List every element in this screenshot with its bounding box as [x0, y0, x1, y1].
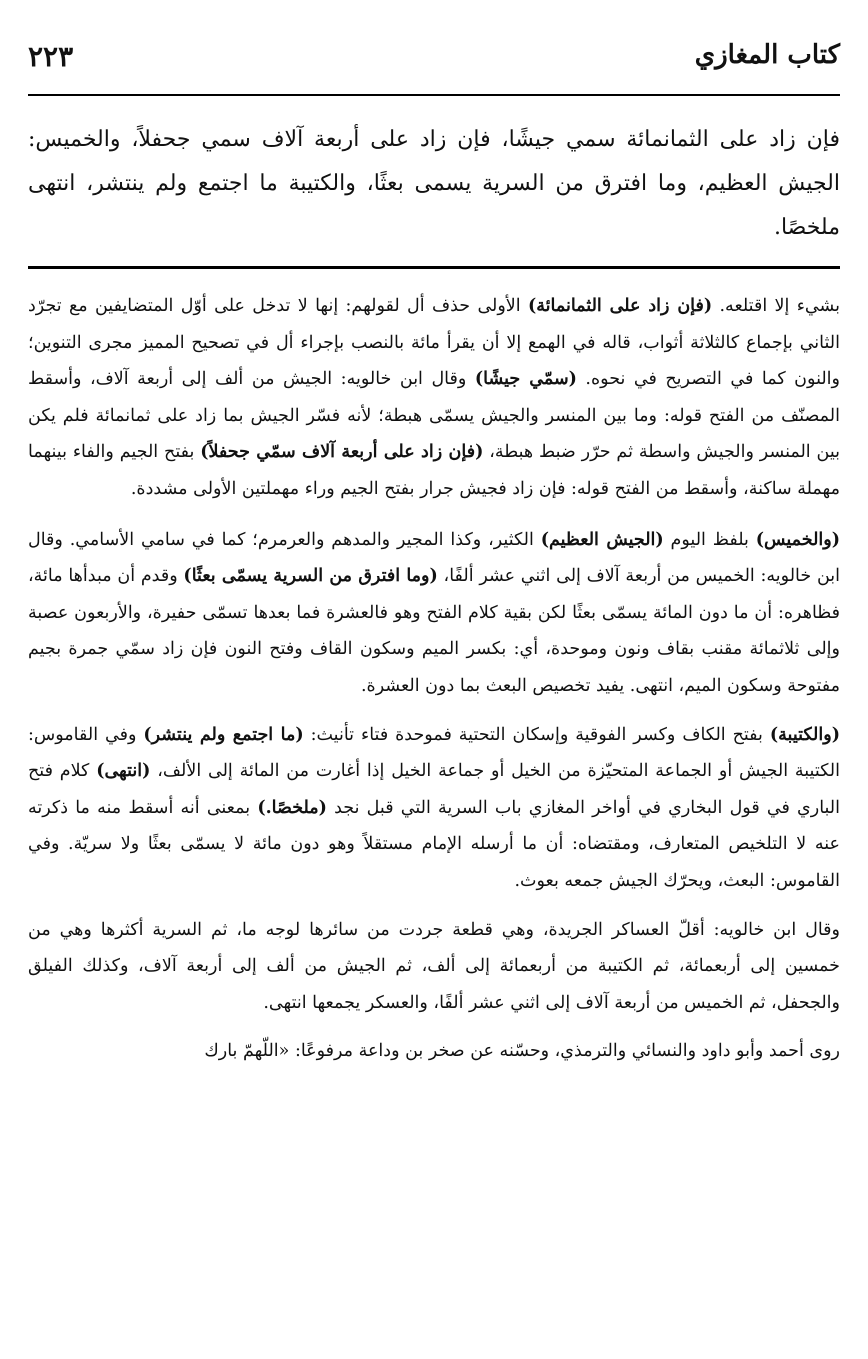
quoted-phrase: (فإن زاد على أربعة آلاف سمّي جحفلاً) [200, 442, 484, 463]
commentary-text: بشيء إلا اقتلعه. [712, 296, 841, 316]
quoted-phrase: (انتهى) [96, 761, 151, 782]
quoted-phrase: (وما افترق من السرية يسمّى بعثًا) [183, 566, 438, 587]
commentary-text: الكثير، وكذا المجير والمدهم والعرمرم؛ كما في سامي الأسامي. وقال ابن خالويه: الخميس من أربعة آلاف إلى اثني عشر ألفًا، [28, 529, 841, 587]
commentary-paragraph [28, 522, 840, 705]
commentary-text: وقال ابن خالويه: الجيش من ألف إلى أربعة آلاف، وأسقط المصنّف من الفتح قوله: وما بين المنسر والجيش يسمّى هبطة؛ لأنه فسّر الجيش بما زاد على ثمانمائة فلم يكن بين المنسر والجيش واسطة ثم حرّر ضبط هبطة، [28, 369, 840, 463]
commentary-paragraph [28, 717, 840, 900]
quoted-phrase: (والكتيبة) [769, 724, 840, 745]
quoted-phrase: (ملخصًا.) [257, 797, 327, 818]
commentary-paragraph [28, 288, 840, 508]
header-divider [28, 94, 840, 96]
commentary-text: وفي القاموس: الكتيبة الجيش أو الجماعة المتحيّزة من الخيل أو جماعة الخيل إذا أغارت من المائة إلى الألف، [28, 724, 840, 782]
commentary-block [28, 288, 840, 1082]
commentary-text: بفتح الجيم والفاء بينهما مهملة ساكنة، وأسقط من الفتح قوله: فإن زاد فجيش جرار بفتح الجيم وراء مهملتين الأولى مشددة. [28, 442, 840, 499]
commentary-text: كلام فتح الباري في قول البخاري في أواخر المغازي باب السرية التي قبل نجد [28, 761, 840, 818]
commentary-paragraph: روى أحمد وأبو داود والنسائي والترمذي، وحسّنه عن صخر بن وداعة مرفوعًا: «اللّهمّ بارك [204, 1041, 840, 1062]
page-header [28, 40, 840, 84]
main-text-block [28, 118, 840, 250]
commentary-text: بمعنى أنه أسقط منه ما ذكرته عنه لا التلخيص المتعارف، ومقتضاه: أن ما أرسله الإمام مستقلاً وهو دون مائة لا يسمّى بعثًا ولا سريّة. وفي القاموس: البعث، ويحرّك الجيش جمعه بعوث. [28, 797, 840, 891]
quoted-phrase: (سمّي جيشًا) [474, 369, 577, 390]
commentary-text: وقدم أن مبدأها مائة، فظاهره: أن ما دون المائة يسمّى بعثًا لكن بقية كلام الفتح وهو فالعشرة فما بعدها تسمّى حفيرة، والأربعون عصبة وإلى ثلاثمائة مقنب بقاف ونون وموحدة، أي: بكسر الميم وسكون القاف وفتح النون فإن زاد سمّي جمرة بجيم مفتوحة وسكون الميم، انتهى. يفيد تخصيص البعث بما دون العشرة. [28, 566, 840, 696]
quoted-phrase: (الجيش العظيم) [540, 529, 664, 550]
text-commentary-divider [28, 266, 840, 269]
commentary-text: بفتح الكاف وكسر الفوقية وإسكان التحتية فموحدة فتاء تأنيث: [303, 724, 770, 745]
quoted-phrase: (والخميس) [755, 529, 840, 550]
book-title: كتاب المغازي [694, 40, 840, 70]
commentary-text: الأولى حذف أل لقولهم: إنها لا تدخل على أوّل المتضايفين مع تجرّد الثاني بإجماع كالثلاثة أثواب، قاله في الهمع إلا أن يقرأ مائة بالنصب بإجراء أل في تصحيح المميز مجرى التنوين؛ والنون كما في التصريح في نحوه. [28, 296, 840, 390]
commentary-text: بلفظ اليوم [663, 529, 756, 550]
page-number: ٢٢٣ [28, 40, 74, 73]
main-text: فإن زاد على الثمانمائة سمي جيشًا، فإن زاد على أربعة آلاف سمي جحفلاً، والخميس: الجيش العظيم، وما افترق من السرية يسمى بعثًا، والكتيبة ما اجتمع ولم ينتشر، انتهى ملخصًا. [28, 127, 840, 240]
commentary-paragraph: وقال ابن خالويه: أقلّ العساكر الجريدة، وهي قطعة جردت من سائرها لوجه ما، ثم السرية أكثرها وهي من خمسين إلى أربعمائة، ثم الكتيبة من أربعمائة إلى ألف، ثم الجيش من ألف إلى أربعة آلاف، وكذلك الفيلق والجحفل، ثم الخميس من أربعة آلاف إلى اثني عشر ألفًا، والعسكر يجمعها انتهى. [28, 919, 840, 1013]
quoted-phrase: (فإن زاد على الثمانمائة) [528, 296, 713, 316]
quoted-phrase: (ما اجتمع ولم ينتشر) [143, 724, 304, 745]
